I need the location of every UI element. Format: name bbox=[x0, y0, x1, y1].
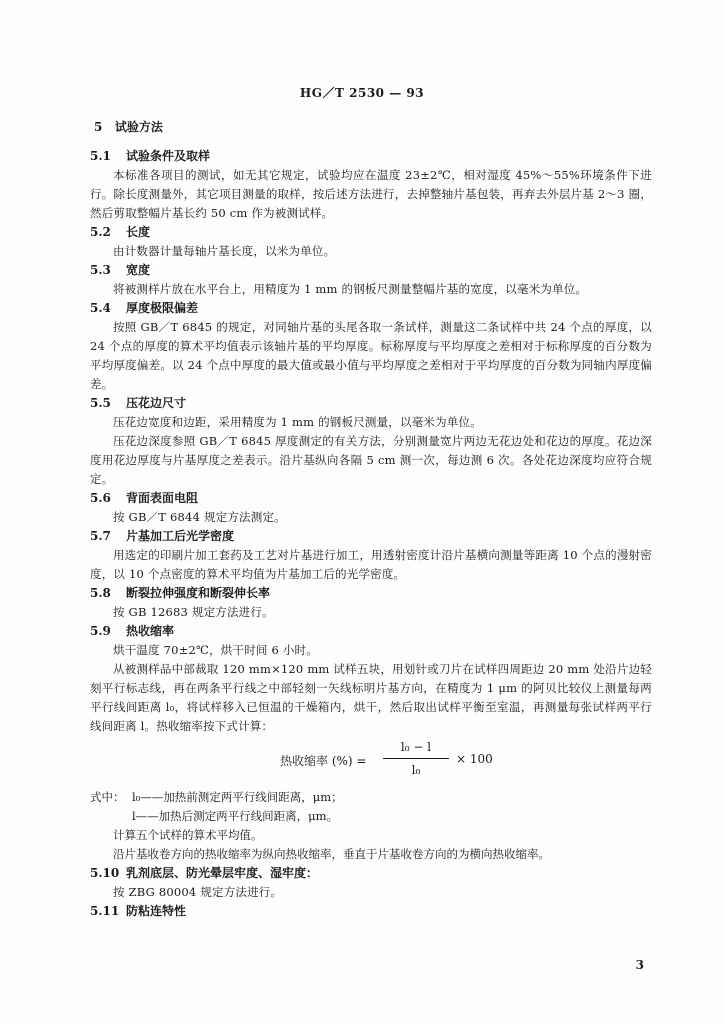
clause-number: 5.6 bbox=[90, 491, 111, 505]
clause-number: 5.4 bbox=[90, 301, 111, 315]
clause-heading bbox=[90, 261, 652, 280]
clause-number: 5.10 bbox=[90, 866, 120, 880]
clause-number: 5.8 bbox=[90, 586, 111, 600]
clause-title: 压花边尺寸 bbox=[126, 396, 187, 410]
clause-title: 防粘连特性 bbox=[126, 904, 187, 918]
where-label: 式中： bbox=[90, 790, 125, 804]
clause-number: 5.5 bbox=[90, 396, 111, 410]
paragraph: 将被测样片放在水平台上，用精度为 1 mm 的钢板尺测量整幅片基的宽度，以毫米为单位。 bbox=[113, 282, 588, 296]
clause-heading bbox=[90, 622, 652, 641]
paragraph: 计算五个试样的算术平均值。 bbox=[113, 828, 263, 842]
formula-numerator: l₀ − l bbox=[400, 740, 432, 754]
clause-number: 5.9 bbox=[90, 624, 111, 638]
formula-fraction bbox=[383, 738, 449, 779]
paragraph: 从被测样品中部裁取 120 mm×120 mm 试样五块，用划针或刀片在试样四周距边 20 mm 处沿片边轻刻平行标志线，再在两条平行线之中部轻刻一矢线标明片基方向，在精度为 1 μm 的阿贝比较仪上测量每两平行线间距离 l₀，将试样移入已恒温的干燥箱内，烘干，然后取出试样平衡至室温，再测量每张试样两平行线间距离 l。热收缩率按下式计算： bbox=[90, 662, 652, 733]
clause-title: 断裂拉伸强度和断裂伸长率 bbox=[126, 586, 271, 600]
clause-title: 宽度 bbox=[126, 263, 151, 277]
clause-title: 片基加工后光学密度 bbox=[126, 529, 235, 543]
clause-title: 背面表面电阻 bbox=[126, 491, 199, 505]
section-heading bbox=[94, 118, 652, 135]
clause-heading bbox=[90, 223, 652, 242]
clause-number: 5.3 bbox=[90, 263, 111, 277]
clause-heading bbox=[90, 527, 652, 546]
where-line-1 bbox=[90, 788, 652, 807]
clause-heading bbox=[90, 147, 652, 166]
clause-heading bbox=[90, 299, 652, 318]
where-definition: l——加热后测定两平行线间距离，μm。 bbox=[132, 809, 339, 823]
clause-number: 5.1 bbox=[90, 149, 111, 163]
clause-heading bbox=[90, 489, 652, 508]
fraction-bar bbox=[383, 758, 449, 759]
section-number: 5 bbox=[94, 120, 103, 134]
formula-lhs: 热收缩率 (%) = bbox=[280, 754, 367, 768]
paragraph: 按 ZBG 80004 规定方法进行。 bbox=[113, 885, 283, 899]
clause-heading bbox=[90, 584, 652, 603]
clause-number: 5.7 bbox=[90, 529, 111, 543]
clause-title: 长度 bbox=[126, 225, 151, 239]
paragraph: 由计数器计量每轴片基长度，以米为单位。 bbox=[113, 244, 336, 258]
clause-heading bbox=[90, 394, 652, 413]
clause-title: 热收缩率 bbox=[126, 624, 175, 638]
clause-heading bbox=[90, 864, 652, 883]
paragraph: 本标准各项目的测试，如无其它规定，试验均应在温度 23±2℃，相对湿度 45%～55%环境条件下进行。除长度测量外，其它项目测量的取样，按后述方法进行，去掉整轴片基包装，再弃去外层片基 2～3 圈，然后剪取整幅片基长约 50 cm 作为被测试样。 bbox=[90, 168, 652, 220]
paragraph: 按 GB 12683 规定方法进行。 bbox=[113, 605, 274, 619]
clause-title: 乳剂底层、防光晕层牢度、湿牢度： bbox=[126, 866, 319, 880]
paragraph: 用选定的印刷片加工套药及工艺对片基进行加工，用透射密度计沿片基横向测量等距离 10 个点的漫射密度，以 10 个点密度的算术平均值为片基加工后的光学密度。 bbox=[90, 548, 652, 581]
section-title: 试验方法 bbox=[114, 120, 163, 134]
page-header: HG／T 2530 — 93 bbox=[299, 86, 425, 100]
clause-heading bbox=[90, 902, 652, 921]
formula-multiplier: × 100 bbox=[456, 752, 493, 766]
paragraph: 按 GB／T 6844 规定方法测定。 bbox=[113, 510, 286, 524]
heat-shrinkage-formula bbox=[90, 738, 652, 784]
paragraph: 压花边宽度和边距，采用精度为 1 mm 的钢板尺测量，以毫米为单位。 bbox=[113, 415, 482, 429]
where-line-2 bbox=[90, 807, 652, 826]
document-body bbox=[90, 118, 652, 921]
clause-list-tail bbox=[90, 864, 652, 921]
where-definition: l₀——加热前测定两平行线间距离，μm； bbox=[132, 790, 343, 804]
clause-number: 5.11 bbox=[90, 904, 120, 918]
paragraph: 沿片基收卷方向的热收缩率为纵向热收缩率，垂直于片基收卷方向的为横向热收缩率。 bbox=[113, 847, 550, 861]
clause-number: 5.2 bbox=[90, 225, 111, 239]
paragraph: 按照 GB／T 6845 的规定，对同轴片基的头尾各取一条试样，测量这二条试样中共 24 个点的厚度，以 24 个点的厚度的算术平均值表示该轴片基的平均厚度。标称厚度与平均厚度之差相对于标称厚度的百分数为平均厚度偏差。以 24 个点中厚度的最大值或最小值与平均厚度之差相对于平均厚度的百分数为同轴内厚度偏差。 bbox=[90, 320, 652, 391]
paragraph: 压花边深度参照 GB／T 6845 厚度测定的有关方法，分别测量宽片两边无花边处和花边的厚度。花边深度用花边厚度与片基厚度之差表示。沿片基纵向各隔 5 cm 测一次，每边测 6 次。各处花边深度均应符合规定。 bbox=[90, 434, 652, 486]
paragraph: 烘干温度 70±2℃，烘干时间 6 小时。 bbox=[113, 643, 318, 657]
page-number: 3 bbox=[635, 958, 644, 972]
formula-denominator: l₀ bbox=[411, 763, 421, 777]
clause-title: 试验条件及取样 bbox=[126, 149, 211, 163]
clause-title: 厚度极限偏差 bbox=[126, 301, 199, 315]
clause-list bbox=[90, 147, 652, 736]
